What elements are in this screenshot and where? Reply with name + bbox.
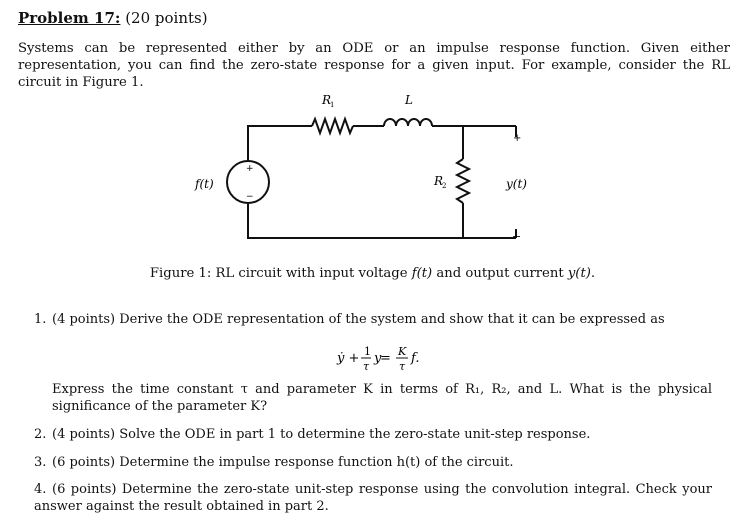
inductor-l — [384, 119, 432, 126]
question-text: (4 points) Solve the ODE in part 1 to determine the zero-state unit-step response. — [52, 427, 591, 442]
caption-f: f(t) — [411, 266, 433, 281]
intro-paragraph: Systems can be represented either by an ODE or an impulse response function. Given either representation, you can find the zero-state response for a given input. For example, consider the RL circuit in Figure 1. — [18, 41, 730, 90]
top-left-wire — [248, 126, 312, 161]
eq-y: y — [374, 351, 382, 366]
source-plus: + — [246, 164, 254, 174]
question-text: (4 points) Derive the ODE representation of the system and show that it can be expressed as — [52, 312, 665, 327]
question-item-4 — [34, 481, 712, 515]
eq-equals: = — [380, 351, 391, 366]
problem-title: Problem 17: — [18, 9, 121, 27]
eq-frac1-den: τ — [363, 360, 370, 373]
eq-lhs: ẏ + — [337, 351, 360, 366]
caption-prefix: Figure 1: RL circuit with input voltage — [149, 266, 412, 281]
question-number: 1. — [34, 312, 47, 327]
output-plus: + — [513, 133, 522, 144]
figure-caption — [0, 266, 745, 281]
question-text: (6 points) Determine the impulse response function h(t) of the circuit. — [52, 455, 514, 470]
resistor-r2 — [457, 159, 469, 203]
caption-mid: and output current — [432, 266, 568, 281]
source-label: f(t) — [195, 177, 214, 191]
bottom-wire — [248, 203, 516, 238]
caption-end: . — [590, 266, 596, 281]
eq-f: f. — [411, 351, 420, 366]
caption-y: y(t) — [567, 266, 591, 281]
question-item-3 — [34, 454, 513, 471]
ode-equation — [0, 343, 745, 373]
r2-label: R — [434, 174, 444, 188]
question-text: (6 points) Determine the zero-state unit-step response using the convolution integral. Check your answer against the result obtained in part 2. — [34, 482, 712, 514]
question-number: 3. — [34, 455, 47, 470]
question-1-followup: Express the time constant τ and parameter K in terms of R₁, R₂, and L. What is the physical significance of the parameter K? — [52, 382, 712, 414]
r1-label: R — [322, 93, 332, 107]
eq-frac2-num: K — [398, 345, 407, 358]
r2-subscript: 2 — [442, 182, 447, 190]
output-minus: − — [512, 230, 522, 243]
question-item-2 — [34, 426, 590, 443]
eq-frac1-num: 1 — [364, 345, 371, 358]
question-number: 4. — [34, 482, 47, 497]
question-item-1 — [34, 311, 665, 328]
l-label: L — [405, 93, 413, 107]
output-label: y(t) — [506, 177, 527, 191]
question-number: 2. — [34, 427, 47, 442]
source-minus: − — [246, 192, 254, 202]
problem-points: (20 points) — [125, 9, 208, 27]
resistor-r1 — [312, 119, 353, 133]
eq-frac2-den: τ — [399, 360, 406, 373]
r1-subscript: 1 — [330, 101, 335, 109]
